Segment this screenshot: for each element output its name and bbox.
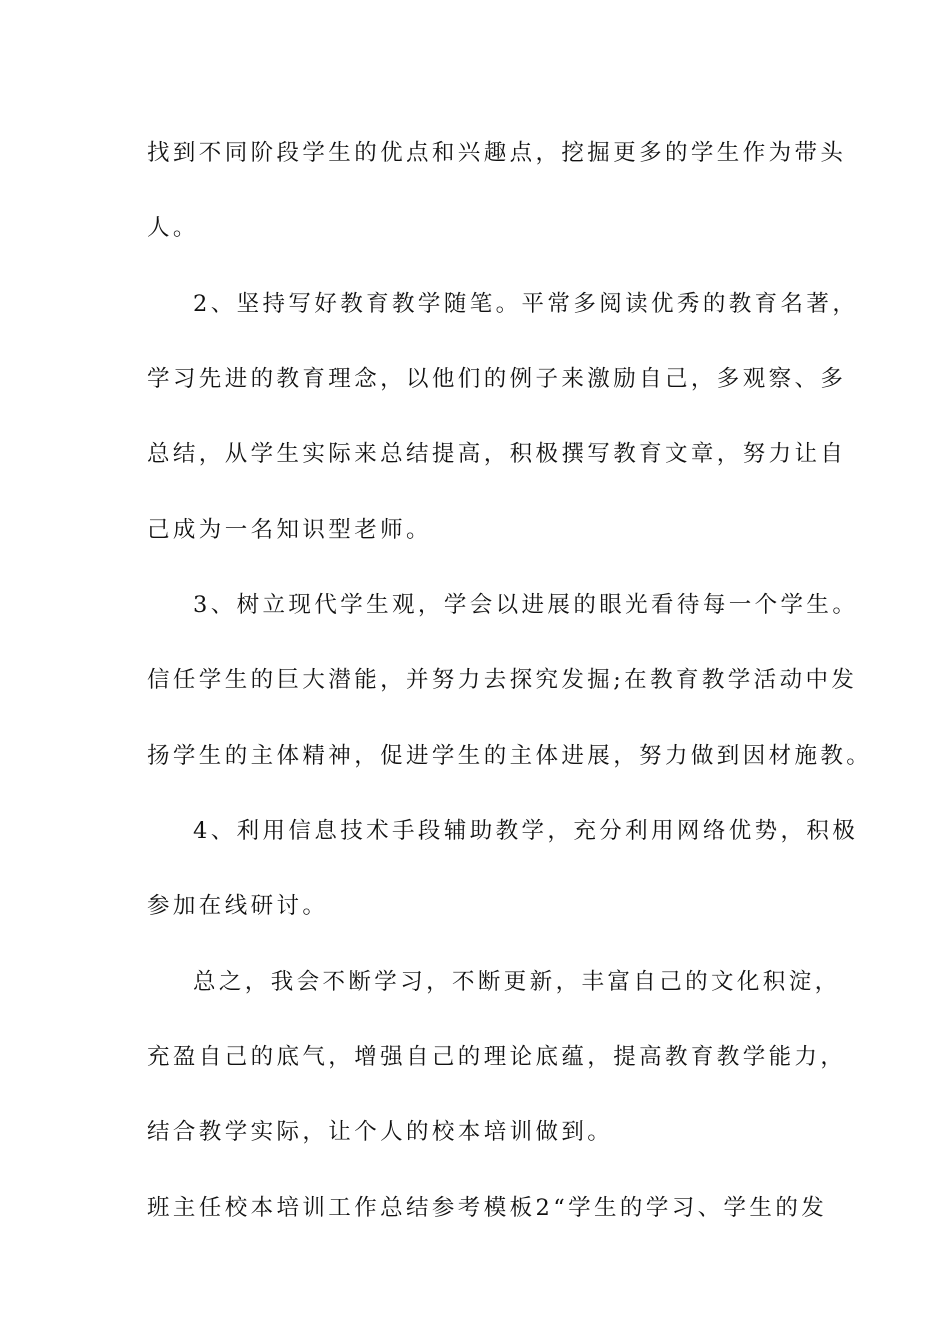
paragraph-line: 参加在线研讨。 bbox=[147, 893, 329, 919]
paragraph-line: 总之，我会不断学习，不断更新，丰富自己的文化积淀， bbox=[193, 969, 841, 995]
paragraph-line: 扬学生的主体精神，促进学生的主体进展，努力做到因材施教。 bbox=[147, 743, 873, 769]
paragraph-line: 结合教学实际，让个人的校本培训做到。 bbox=[147, 1119, 614, 1145]
section-title-line: 班主任校本培训工作总结参考模板2“学生的学习、学生的发 bbox=[147, 1195, 828, 1221]
paragraph-line: 找到不同阶段学生的优点和兴趣点，挖掘更多的学生作为带头 bbox=[147, 140, 847, 166]
paragraph-line: 充盈自己的底气，增强自己的理论底蕴，提高教育教学能力， bbox=[147, 1044, 847, 1070]
paragraph-line: 4、利用信息技术手段辅助教学，充分利用网络优势，积极 bbox=[193, 818, 859, 844]
paragraph-line: 学习先进的教育理念，以他们的例子来激励自己，多观察、多 bbox=[147, 366, 847, 392]
paragraph-line: 己成为一名知识型老师。 bbox=[147, 517, 432, 543]
paragraph-line: 信任学生的巨大潜能，并努力去探究发掘;在教育教学活动中发 bbox=[147, 667, 858, 693]
paragraph-line: 2、坚持写好教育教学随笔。平常多阅读优秀的教育名著， bbox=[193, 291, 859, 317]
paragraph-line: 3、树立现代学生观，学会以进展的眼光看待每一个学生。 bbox=[193, 592, 859, 618]
paragraph-line: 总结，从学生实际来总结提高，积极撰写教育文章，努力让自 bbox=[147, 441, 847, 467]
paragraph-line: 人。 bbox=[147, 215, 199, 241]
